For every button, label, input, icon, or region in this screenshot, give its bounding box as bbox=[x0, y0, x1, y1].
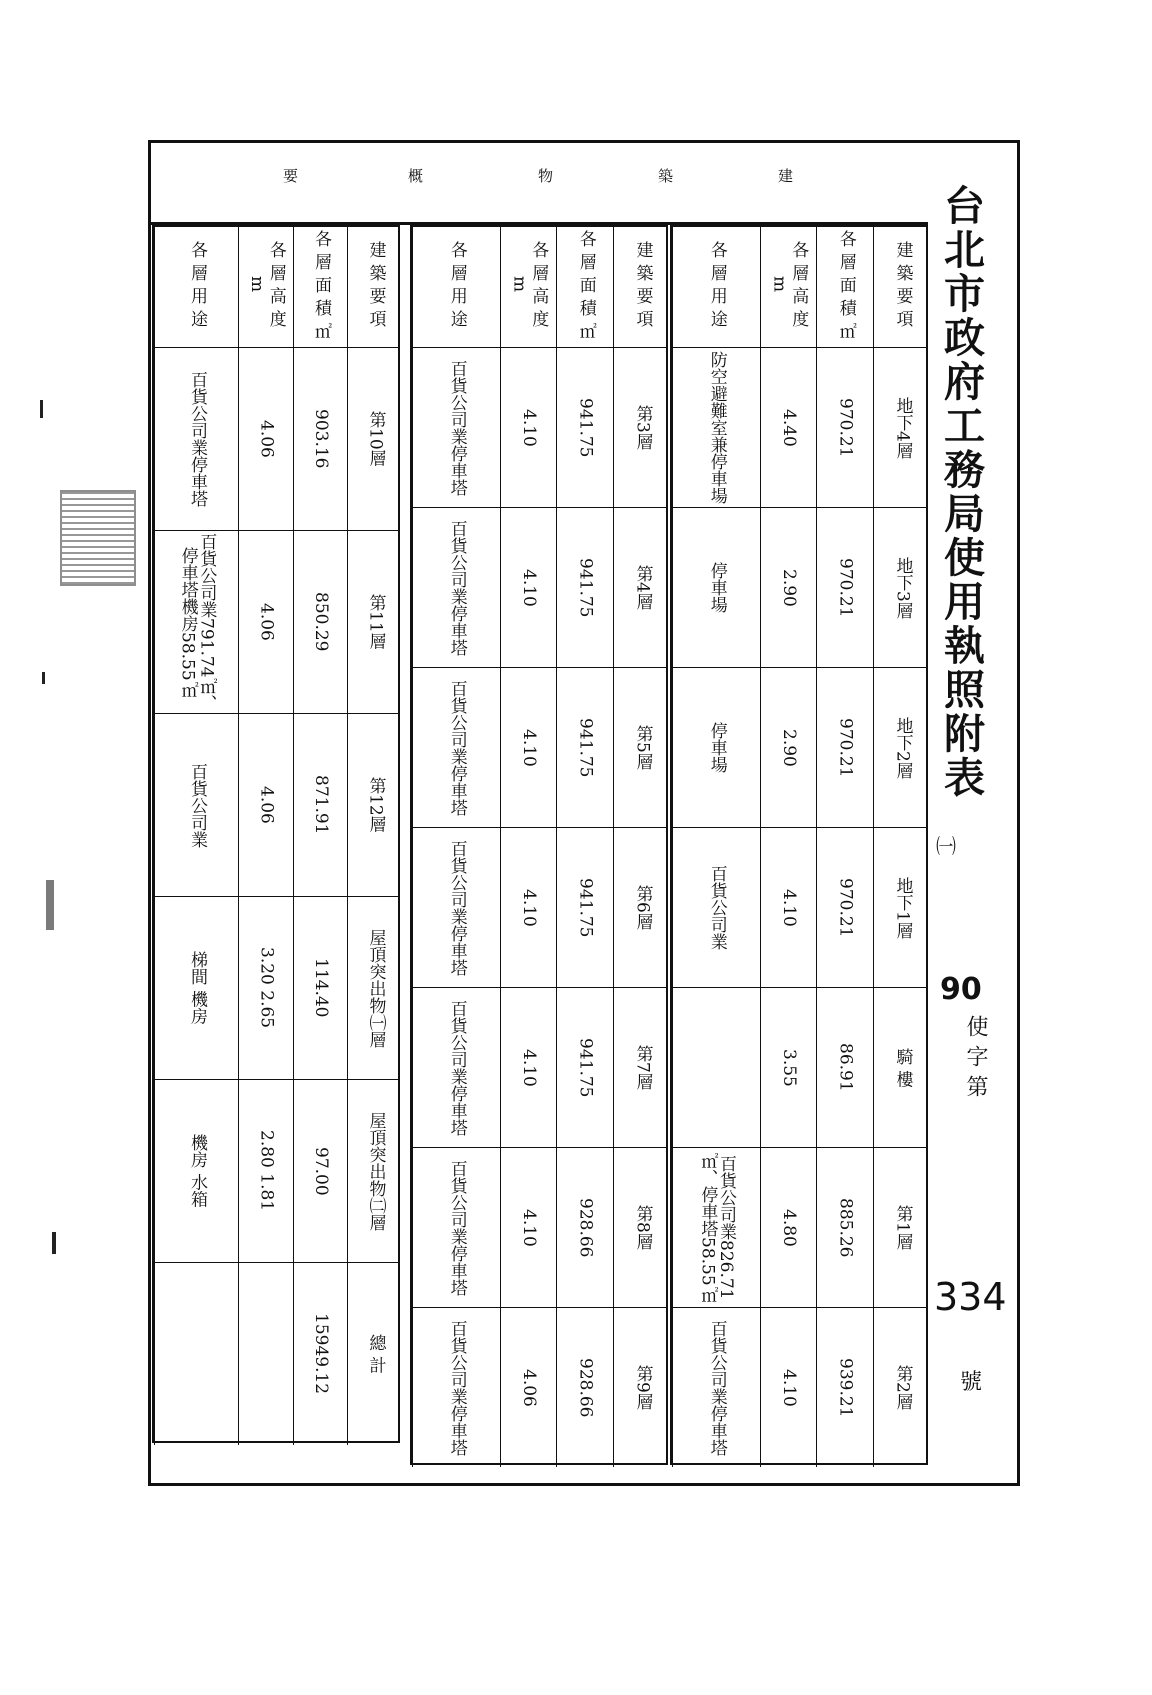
scan-speck bbox=[46, 880, 54, 930]
column-header-text: 各層面積㎡ bbox=[310, 229, 331, 345]
column-header-cell bbox=[556, 227, 613, 347]
column-header-text: 各層面積㎡ bbox=[575, 229, 596, 345]
cell-text: 第10層 bbox=[365, 411, 386, 467]
column-header-text: 各層高度 m bbox=[247, 241, 286, 333]
column-header-text: 建築要項 bbox=[632, 241, 653, 333]
column-header-text: 各層用途 bbox=[446, 241, 467, 333]
column-header-text: 建築要項 bbox=[892, 241, 913, 333]
table-cell bbox=[613, 988, 670, 1147]
table-cell bbox=[500, 348, 557, 507]
table-cell bbox=[154, 1080, 238, 1262]
cell-text: 百貨公司業停車塔 bbox=[706, 1319, 727, 1456]
cell-text: 停車場 bbox=[706, 722, 727, 773]
cell-text: 地下3層 bbox=[892, 556, 913, 619]
floor-table-2 bbox=[410, 225, 668, 1465]
cell-text: 4.40 bbox=[778, 408, 799, 447]
table-row bbox=[154, 530, 398, 713]
cell-text: 第8層 bbox=[632, 1205, 653, 1250]
cell-text: 4.10 bbox=[778, 1368, 799, 1407]
table-cell bbox=[672, 1308, 760, 1467]
cell-text: 百貨公司業停車塔 bbox=[446, 519, 467, 656]
cell-text: 941.75 bbox=[575, 877, 596, 938]
cell-text: 屋頂突出物㈠層 bbox=[365, 928, 386, 1048]
table-cell bbox=[556, 1148, 613, 1307]
table-cell bbox=[760, 828, 817, 987]
table-cell bbox=[238, 531, 293, 713]
official-seal-stamp bbox=[60, 490, 136, 586]
cell-text: 15949.12 bbox=[310, 1313, 331, 1395]
cell-text: 970.21 bbox=[835, 877, 856, 938]
table-cell bbox=[412, 508, 500, 667]
table-cell bbox=[154, 348, 238, 530]
table-cell bbox=[613, 508, 670, 667]
category-char: 築 bbox=[656, 168, 674, 183]
cell-text: 第1層 bbox=[892, 1205, 913, 1250]
table-cell bbox=[412, 668, 500, 827]
table-cell bbox=[873, 988, 930, 1147]
table-cell bbox=[672, 348, 760, 507]
table-cell bbox=[816, 828, 873, 987]
table-cell bbox=[347, 1080, 402, 1262]
table-cell bbox=[873, 1148, 930, 1307]
cell-text: 地下1層 bbox=[892, 876, 913, 939]
category-char: 概 bbox=[406, 168, 424, 183]
category-char: 物 bbox=[536, 168, 554, 183]
table-cell bbox=[238, 1080, 293, 1262]
column-header-cell bbox=[238, 227, 293, 347]
cell-text: 903.16 bbox=[310, 409, 331, 469]
cell-text: 4.10 bbox=[518, 568, 539, 607]
table-cell bbox=[238, 1263, 293, 1445]
table-row bbox=[672, 667, 926, 827]
table-row bbox=[154, 896, 398, 1079]
table-cell bbox=[760, 1148, 817, 1307]
cell-text: 939.21 bbox=[835, 1357, 856, 1418]
cell-text: 4.80 bbox=[778, 1208, 799, 1247]
column-header-cell bbox=[500, 227, 557, 347]
table-cell bbox=[816, 508, 873, 667]
table-cell bbox=[672, 668, 760, 827]
table-row bbox=[672, 1307, 926, 1467]
table-cell bbox=[672, 508, 760, 667]
column-header-cell bbox=[613, 227, 670, 347]
cell-text: 4.10 bbox=[518, 888, 539, 927]
table-cell bbox=[816, 1148, 873, 1307]
cell-text: 4.06 bbox=[518, 1368, 539, 1407]
table-cell bbox=[873, 1308, 930, 1467]
table-cell bbox=[412, 828, 500, 987]
table-header-row bbox=[672, 227, 926, 347]
cell-text: 941.75 bbox=[575, 557, 596, 618]
column-header-cell bbox=[412, 227, 500, 347]
table-cell bbox=[347, 897, 402, 1079]
cell-text: 970.21 bbox=[835, 397, 856, 458]
category-char: 建 bbox=[776, 168, 794, 183]
table-row bbox=[672, 1147, 926, 1307]
table-cell bbox=[500, 1148, 557, 1307]
table-cell bbox=[154, 531, 238, 713]
cell-text: 970.21 bbox=[835, 557, 856, 618]
cell-text: 3.20 2.65 bbox=[256, 947, 277, 1029]
permit-number: 334 bbox=[934, 1275, 1007, 1319]
table-row bbox=[154, 1079, 398, 1262]
table-cell bbox=[347, 348, 402, 530]
permit-suffix: 號 bbox=[960, 1370, 983, 1395]
cell-text: 地下2層 bbox=[892, 716, 913, 779]
cell-text: 941.75 bbox=[575, 1037, 596, 1098]
cell-text: 第2層 bbox=[892, 1365, 913, 1410]
table-cell bbox=[613, 668, 670, 827]
cell-text: 2.80 1.81 bbox=[256, 1130, 277, 1212]
table-cell bbox=[412, 1148, 500, 1307]
table-cell bbox=[816, 668, 873, 827]
table-row bbox=[412, 1307, 666, 1467]
cell-text: 梯間 機房 bbox=[187, 951, 207, 1025]
column-header-cell bbox=[293, 227, 348, 347]
table-cell bbox=[500, 668, 557, 827]
table-cell bbox=[347, 714, 402, 896]
table-row bbox=[672, 347, 926, 507]
cell-text: 百貨公司業停車塔 bbox=[187, 371, 207, 507]
table-cell bbox=[672, 828, 760, 987]
cell-text: 第3層 bbox=[632, 405, 653, 450]
cell-text: 總 計 bbox=[365, 1334, 386, 1374]
permit-prefix: 使字第 bbox=[963, 1015, 988, 1105]
table-cell bbox=[556, 1308, 613, 1467]
table-cell bbox=[154, 1263, 238, 1445]
cell-text: 第11層 bbox=[365, 594, 386, 650]
table-cell bbox=[347, 531, 402, 713]
table-cell bbox=[556, 828, 613, 987]
table-cell bbox=[500, 508, 557, 667]
document-title: 台北市政府工務局使用執照附表 bbox=[937, 184, 985, 800]
cell-text: 885.26 bbox=[835, 1197, 856, 1258]
cell-text: 百貨公司業 bbox=[706, 865, 727, 950]
title-strip bbox=[928, 140, 1020, 1486]
table-cell bbox=[412, 988, 500, 1147]
table-cell bbox=[412, 348, 500, 507]
floor-table-3 bbox=[152, 225, 400, 1443]
column-header-text: 各層高度 m bbox=[769, 241, 809, 333]
category-char: 要 bbox=[281, 168, 299, 183]
cell-text: 停車場 bbox=[706, 562, 727, 613]
cell-text: 4.10 bbox=[518, 1208, 539, 1247]
table-cell bbox=[760, 668, 817, 827]
cell-text: 871.91 bbox=[310, 775, 331, 835]
table-cell bbox=[873, 348, 930, 507]
table-cell bbox=[760, 988, 817, 1147]
cell-text: 第6層 bbox=[632, 885, 653, 930]
table-cell bbox=[556, 668, 613, 827]
scan-speck bbox=[40, 400, 43, 418]
cell-text: 百貨公司業 bbox=[187, 762, 207, 848]
appendix-number: ㈠ bbox=[936, 834, 956, 858]
cell-text: 4.06 bbox=[256, 603, 277, 641]
column-header-text: 各層面積㎡ bbox=[835, 229, 856, 345]
column-header-cell bbox=[760, 227, 817, 347]
table-cell bbox=[500, 1308, 557, 1467]
cell-text: 第12層 bbox=[365, 777, 386, 833]
cell-text: 第4層 bbox=[632, 565, 653, 610]
column-header-cell bbox=[154, 227, 238, 347]
cell-text: 941.75 bbox=[575, 717, 596, 778]
cell-text: 4.06 bbox=[256, 420, 277, 458]
table-cell bbox=[238, 348, 293, 530]
table-row bbox=[412, 1147, 666, 1307]
table-cell bbox=[154, 714, 238, 896]
table-cell bbox=[613, 348, 670, 507]
cell-text: 百貨公司業826.71㎡、停車塔58.55㎡ bbox=[697, 1152, 737, 1303]
table-cell bbox=[816, 1308, 873, 1467]
cell-text: 850.29 bbox=[310, 592, 331, 652]
cell-text: 2.90 bbox=[778, 728, 799, 767]
table-cell bbox=[613, 1308, 670, 1467]
table-cell bbox=[412, 1308, 500, 1467]
cell-text: 97.00 bbox=[310, 1146, 331, 1196]
scan-speck bbox=[52, 1232, 56, 1254]
column-header-cell bbox=[816, 227, 873, 347]
table-cell bbox=[760, 1308, 817, 1467]
table-cell bbox=[613, 828, 670, 987]
cell-text: 百貨公司業791.74㎡、停車塔機房58.55㎡ bbox=[177, 532, 217, 712]
cell-text: 928.66 bbox=[575, 1197, 596, 1258]
table-cell bbox=[293, 348, 348, 530]
cell-text: 百貨公司業停車塔 bbox=[446, 999, 467, 1136]
cell-text: 4.10 bbox=[518, 408, 539, 447]
table-cell bbox=[873, 828, 930, 987]
column-header-text: 各層高度 m bbox=[509, 241, 549, 333]
column-header-text: 建築要項 bbox=[365, 241, 386, 333]
table-row bbox=[154, 347, 398, 530]
cell-text: 3.55 bbox=[778, 1048, 799, 1087]
cell-text: 百貨公司業停車塔 bbox=[446, 1159, 467, 1296]
table-cell bbox=[293, 531, 348, 713]
table-row bbox=[412, 347, 666, 507]
column-header-cell bbox=[672, 227, 760, 347]
scan-speck bbox=[42, 672, 45, 684]
cell-text: 928.66 bbox=[575, 1357, 596, 1418]
cell-text: 百貨公司業停車塔 bbox=[446, 1319, 467, 1456]
table-cell bbox=[154, 897, 238, 1079]
table-cell bbox=[293, 714, 348, 896]
cell-text: 4.10 bbox=[518, 728, 539, 767]
table-header-row bbox=[154, 227, 398, 347]
table-cell bbox=[873, 508, 930, 667]
table-row bbox=[154, 713, 398, 896]
table-cell bbox=[816, 348, 873, 507]
cell-text: 騎 樓 bbox=[892, 1047, 913, 1088]
table-row bbox=[672, 987, 926, 1147]
table-cell bbox=[556, 508, 613, 667]
column-header-text: 各層用途 bbox=[187, 241, 207, 333]
table-cell bbox=[556, 348, 613, 507]
table-cell bbox=[238, 714, 293, 896]
cell-text: 屋頂突出物㈡層 bbox=[365, 1111, 386, 1231]
table-header-row bbox=[412, 227, 666, 347]
column-header-text: 各層用途 bbox=[706, 241, 727, 333]
table-row bbox=[412, 987, 666, 1147]
cell-text: 第7層 bbox=[632, 1045, 653, 1090]
cell-text: 941.75 bbox=[575, 397, 596, 458]
table-cell bbox=[760, 348, 817, 507]
table-cell bbox=[556, 988, 613, 1147]
table-cell bbox=[760, 508, 817, 667]
cell-text: 第5層 bbox=[632, 725, 653, 770]
table-cell bbox=[873, 668, 930, 827]
table-row bbox=[412, 827, 666, 987]
table-cell bbox=[238, 897, 293, 1079]
table-row bbox=[154, 1262, 398, 1445]
cell-text: 百貨公司業停車塔 bbox=[446, 679, 467, 816]
floor-table-1 bbox=[670, 225, 928, 1465]
cell-text: 第9層 bbox=[632, 1365, 653, 1410]
cell-text: 86.91 bbox=[835, 1043, 856, 1092]
column-header-cell bbox=[347, 227, 402, 347]
table-cell bbox=[613, 1148, 670, 1307]
cell-text: 防空避難室兼停車場 bbox=[706, 351, 727, 504]
table-cell bbox=[347, 1263, 402, 1445]
cell-text: 地下4層 bbox=[892, 396, 913, 459]
table-cell bbox=[816, 988, 873, 1147]
table-cell bbox=[500, 988, 557, 1147]
table-cell bbox=[672, 1148, 760, 1307]
table-cell bbox=[293, 897, 348, 1079]
table-cell bbox=[293, 1080, 348, 1262]
cell-text: 4.10 bbox=[518, 1048, 539, 1087]
cell-text: 百貨公司業停車塔 bbox=[446, 839, 467, 976]
column-header-cell bbox=[873, 227, 930, 347]
cell-text: 2.90 bbox=[778, 568, 799, 607]
table-row bbox=[672, 507, 926, 667]
cell-text: 百貨公司業停車塔 bbox=[446, 359, 467, 496]
table-row bbox=[412, 507, 666, 667]
table-cell bbox=[672, 988, 760, 1147]
cell-text: 970.21 bbox=[835, 717, 856, 778]
cell-text: 4.10 bbox=[778, 888, 799, 927]
cell-text: 機房 水箱 bbox=[187, 1134, 207, 1208]
cell-text: 114.40 bbox=[310, 958, 331, 1018]
table-row bbox=[672, 827, 926, 987]
permit-year: 90 bbox=[940, 972, 982, 1007]
cell-text: 4.06 bbox=[256, 786, 277, 824]
table-cell bbox=[293, 1263, 348, 1445]
table-cell bbox=[500, 828, 557, 987]
table-row bbox=[412, 667, 666, 827]
